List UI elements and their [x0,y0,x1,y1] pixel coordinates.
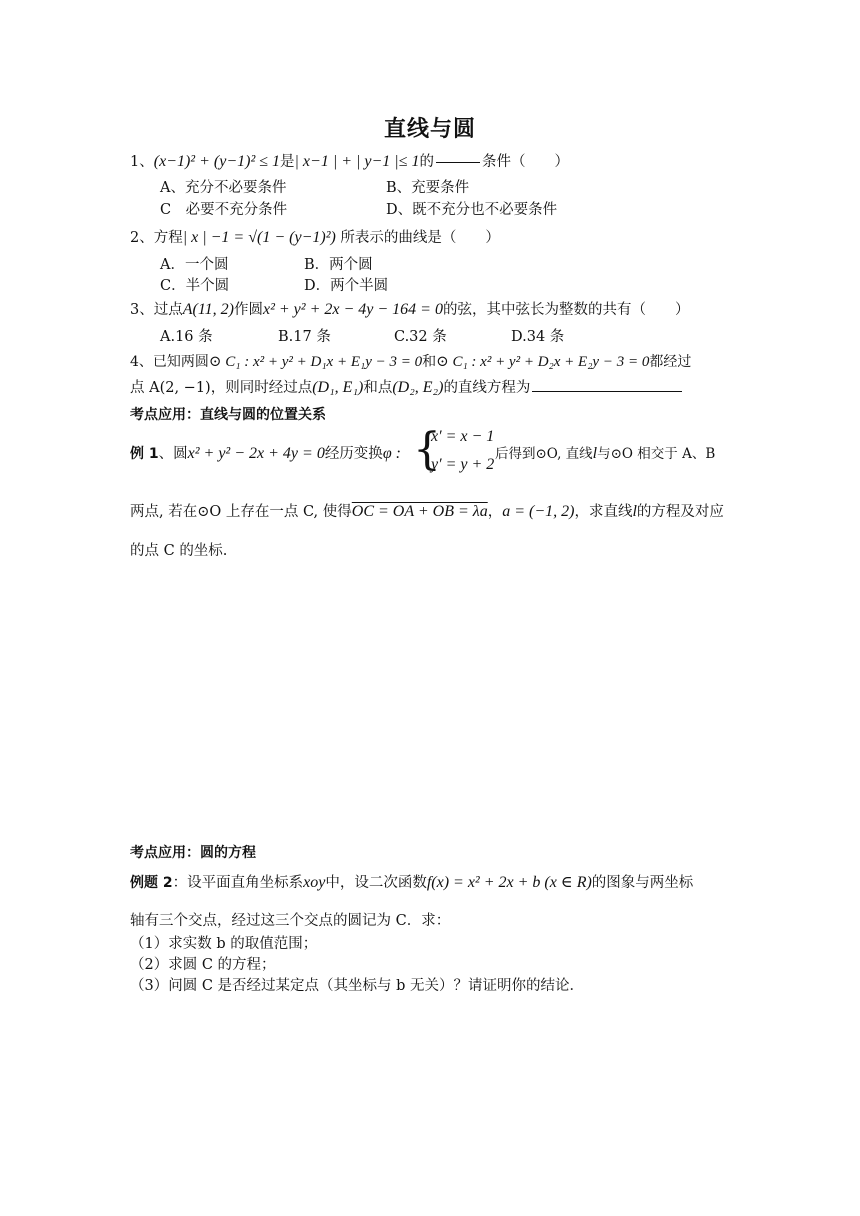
example-1-continued [495,444,715,464]
question-4 [130,352,691,372]
brace-symbol: { [413,424,441,475]
text: 和 [422,354,437,370]
point: A(11, 2) [182,301,234,318]
vector-a: a = (−1, 2) [502,503,575,520]
option-b: B、充要条件 [386,180,470,196]
option-a: A．一个圆 [160,257,229,273]
line-l: l [632,503,637,520]
answer-blank[interactable] [436,162,480,163]
text: 所表示的曲线是（ ） [340,230,500,246]
formula: | x−1 | + | y−1 |≤ 1 [294,153,420,170]
example-2-item-3: （3）问圆 C 是否经过某定点（其坐标与 b 无关）？请证明你的结论． [130,978,585,994]
question-number: 4、 [130,354,153,370]
text: 的直线方程为 [443,380,531,396]
section-heading: 考点应用：直线与圆的位置关系 [130,407,326,423]
text: 的方程及对应 [636,504,724,520]
option-d: D.34 条 [511,329,565,345]
option-c: C.32 条 [394,329,447,345]
question-3 [130,300,689,320]
option-d: D．两个半圆 [304,278,389,294]
transform-x: x′ = x − 1 [431,428,495,445]
question-number: 1、 [130,154,154,170]
example-2-item-2: （2）求圆 C 的方程； [130,957,276,973]
text: 作圆 [233,302,263,318]
text: ， [487,504,503,520]
option-c: C．半个圆 [160,278,230,294]
text: 两点, 若在⊙O 上存在一点 C, 使得 [130,504,352,520]
text: 后得到⊙O, 直线 [495,446,593,462]
formula: | x | −1 = √(1 − (y−1)²) [182,229,336,246]
circle-c1: ⊙ C₁ : x² + y² + D₁x + E₁y − 3 = 0 [208,354,423,370]
question-1 [130,152,569,172]
line-l: l [592,445,598,462]
text: ：设平面直角坐标系 [172,875,304,891]
text: 中，设二次函数 [325,875,427,891]
question-4-line2 [130,378,682,398]
example-1-line3: 的点 C 的坐标. [130,543,228,559]
point: (D₂, E₂) [392,379,444,396]
text: 、圆 [158,446,188,462]
example-label: 例 1 [130,446,159,462]
point: (D₁, E₁) [312,379,364,396]
text: 条件（ ） [481,154,569,170]
example-label: 例题 2 [130,875,173,891]
text: 经历变换 [324,446,383,462]
function: f(x) = x² + 2x + b (x ∈ R) [426,874,592,891]
option-b: B．两个圆 [304,257,373,273]
page-title: 直线与圆 [383,117,476,142]
example-1-line2 [130,502,724,522]
option-a: A、充分不必要条件 [160,180,287,196]
circle-c2: ⊙ C₁ : x² + y² + D₂x + E₂y − 3 = 0 [436,354,650,370]
question-2 [130,228,500,248]
vector-equation: OC = OA + OB = λa [351,503,488,520]
text: 的 [419,154,434,170]
option-d: D、既不充分也不必要条件 [386,202,558,218]
answer-blank[interactable] [532,391,682,392]
text: 是 [280,154,295,170]
text: 已知两圆 [152,354,209,370]
text: 与⊙O 相交于 A、B [597,446,716,462]
question-number: 2、 [130,230,154,246]
option-a: A.16 条 [160,329,213,345]
example-2-item-1: （1）求实数 b 的取值范围； [130,936,318,952]
example-2 [130,873,693,893]
text: 和点 [363,380,393,396]
formula: (x−1)² + (y−1)² ≤ 1 [153,153,281,170]
text: 点 A(2, −1)，则同时经过点 [130,380,313,396]
transform-y: y′ = y + 2 [431,456,495,473]
text: 都经过 [649,354,692,370]
section-heading: 考点应用：圆的方程 [130,845,256,861]
question-number: 3、 [130,302,154,318]
option-c: C 必要不充分条件 [160,202,288,218]
text: 过点 [153,302,183,318]
formula: x² + y² − 2x + 4y = 0 [187,445,325,462]
text: 的弦，其中弦长为整数的共有（ ） [442,302,690,318]
example-1 [130,444,401,464]
text: 方程 [153,230,183,246]
option-b: B.17 条 [278,329,331,345]
phi: φ : [382,445,401,462]
xoy: xoy [303,874,326,891]
example-2-line2: 轴有三个交点，经过这三个交点的圆记为 C．求： [130,913,451,929]
text: ，求直线 [574,504,633,520]
formula: x² + y² + 2x − 4y − 164 = 0 [262,301,443,318]
text: 的图象与两坐标 [591,875,694,891]
